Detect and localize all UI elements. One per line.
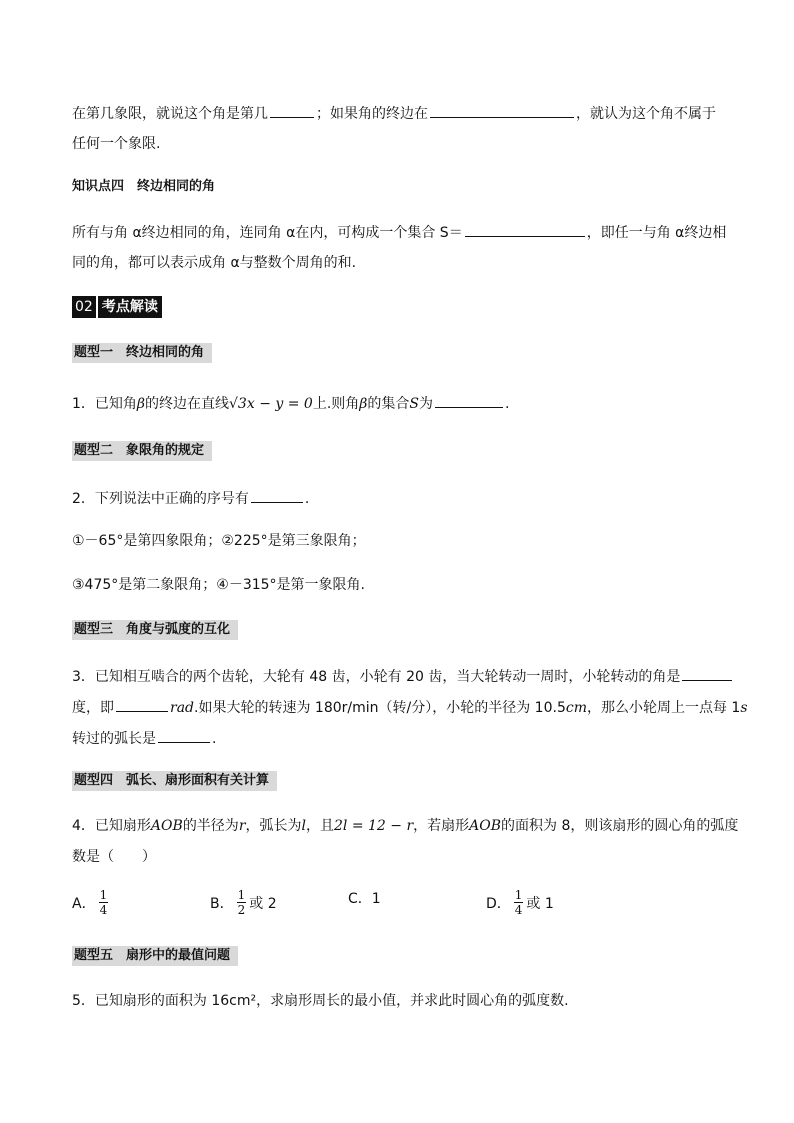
text: . [304,491,310,507]
text: ，就认为这个角不属于 [576,106,716,122]
question-4-line: 数是（ ） [72,849,156,865]
question-3-line [72,697,748,718]
numerator: 1 [237,888,246,902]
numerator: 1 [514,888,523,902]
option-label: C．1 [348,891,381,907]
text: . [504,396,510,412]
question-3-line [72,728,216,749]
text: 度，即 [72,700,114,716]
paragraph-line: 任何一个象限. [72,136,161,152]
text: ，弧长为 [245,818,302,834]
text: 的面积为 8，则该扇形的圆心角的弧度 [501,818,739,834]
answer-blank[interactable] [251,488,303,503]
statement-line: ③475°是第二象限角；④－315°是第一象限角. [72,577,365,593]
question-4 [72,816,738,836]
answer-blank[interactable] [158,728,210,743]
option-label: A． [72,895,96,912]
text: ；如果角的终边在 [316,106,428,122]
question-2 [72,488,309,509]
math-equation: 2l = 12 − r [334,818,414,834]
text: .如果大轮的转速为 180r/min（转/分），小轮的半径为 10.5 [194,700,566,716]
text: 在第几象限，就说这个角是第几 [72,106,268,122]
answer-blank[interactable] [465,222,585,237]
question-type-tag: 题型一 终边相同的角 [72,343,212,363]
option-b[interactable] [210,888,277,917]
section-number: 02 [72,296,96,318]
text: ，若扇形 [413,818,470,834]
option-text: 或 1 [526,895,554,912]
question-type-tag: 题型三 角度与弧度的互化 [72,620,238,640]
text: 所有与角 α终边相同的角，连同角 α在内，可构成一个集合 S＝ [72,225,463,241]
text: 转过的弧长是 [72,731,156,747]
math-equation: √3x − y = 0 [229,396,313,412]
math-symbol: r [238,818,246,834]
section-heading: 知识点四 终边相同的角 [72,179,216,194]
option-label: D． [486,895,511,912]
math-symbol: l [301,818,306,834]
numerator: 1 [99,888,108,902]
fraction [99,888,109,917]
math-unit: s [740,700,748,716]
answer-blank[interactable] [435,393,503,408]
option-d[interactable] [486,888,554,917]
fraction [514,888,524,917]
denominator: 2 [237,903,246,917]
text: . [212,731,217,747]
text: 3．已知相互啮合的两个齿轮，大轮有 48 齿，小轮有 20 齿，当大轮转动一周时，小轮转动的角是 [72,669,681,685]
denominator: 4 [99,903,108,917]
option-c[interactable] [348,888,381,908]
option-text: 或 2 [249,895,277,912]
option-label: B． [210,895,234,912]
question-type-tag: 题型二 象限角的规定 [72,441,212,461]
text: ，那么小轮周上一点每 1 [586,700,741,716]
math-symbol: AOB [469,818,502,834]
paragraph-line [72,222,726,243]
text: 的半径为 [182,818,239,834]
math-symbol: β [136,396,146,412]
option-a[interactable] [72,888,111,917]
text: 1．已知角 [72,396,137,412]
denominator: 4 [514,903,523,917]
math-symbol: β [359,396,368,412]
answer-blank[interactable] [682,666,732,681]
question-5: 5．已知扇形的面积为 16cm²，求扇形周长的最小值，并求此时圆心角的弧度数. [72,993,569,1009]
text: 4．已知扇形 [72,818,151,834]
text: 为 [418,396,433,412]
paragraph-line: 同的角，都可以表示成角 α与整数个周角的和. [72,255,357,271]
fraction [237,888,247,917]
answer-blank[interactable] [116,697,168,712]
question-type-tag: 题型四 弧长、扇形面积有关计算 [72,771,277,791]
text: 上.则角 [312,396,360,412]
paragraph-line [72,103,716,124]
answer-blank[interactable] [270,103,314,118]
question-3 [72,666,734,687]
question-type-tag: 题型五 扇形中的最值问题 [72,946,238,966]
math-symbol: S [409,396,419,412]
answer-blank[interactable] [430,103,574,118]
statement-line: ①－65°是第四象限角；②225°是第三象限角； [72,533,366,549]
section-title: 考点解读 [98,296,162,318]
text: ，即任一与角 α终边相 [586,225,727,241]
text: 的集合 [367,396,410,412]
section-banner [72,296,162,318]
math-unit: rad [170,700,195,716]
math-unit: cm [565,700,587,716]
question-1 [72,393,509,414]
math-symbol: AOB [150,818,183,834]
text: ，且 [306,818,334,834]
text: 2．下列说法中正确的序号有 [72,491,249,507]
text: 的终边在直线 [145,396,230,412]
